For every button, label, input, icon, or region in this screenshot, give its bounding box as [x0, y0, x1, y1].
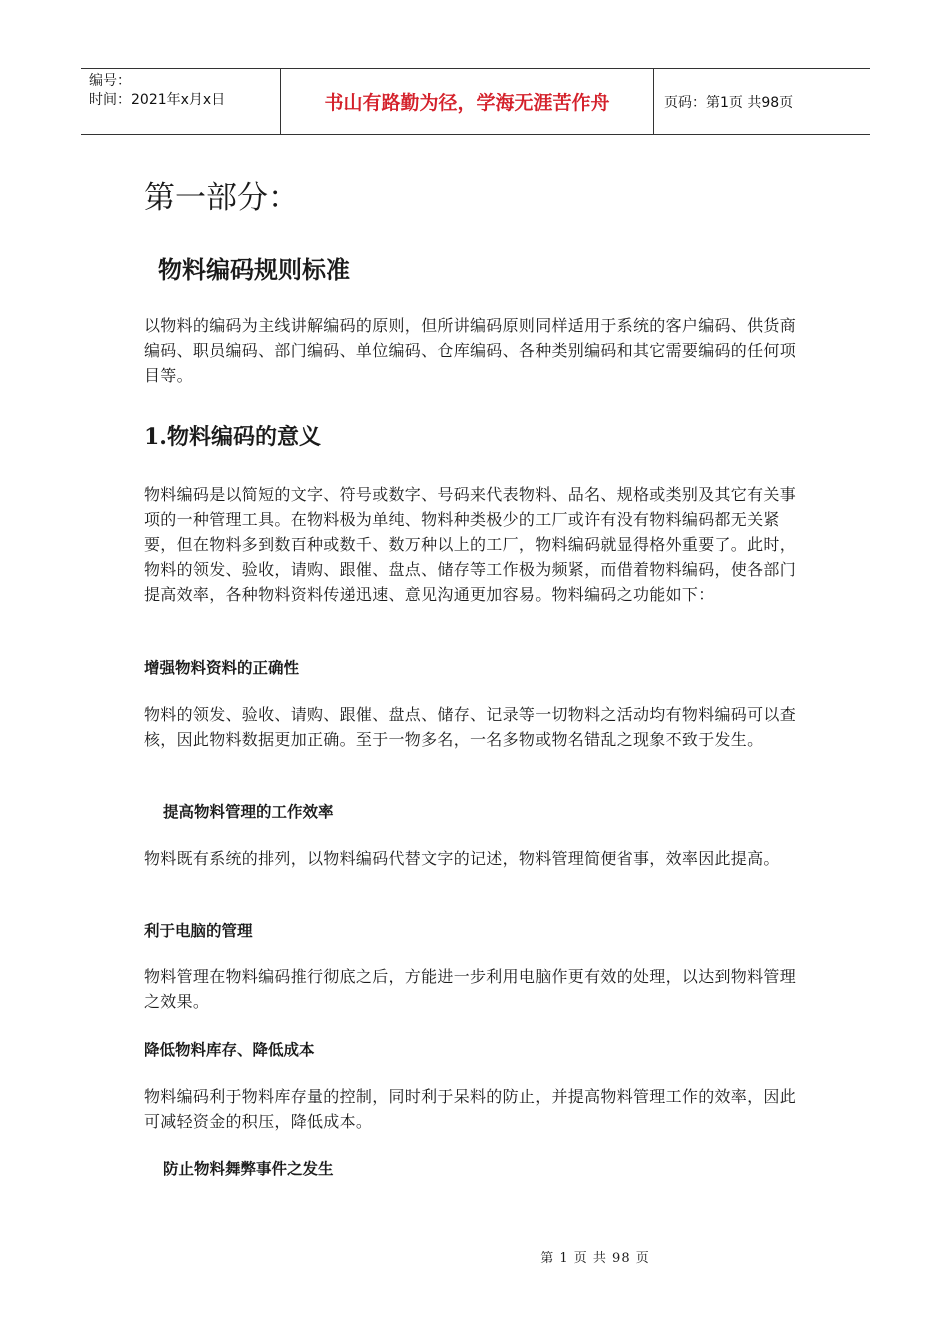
function-title-fraud: 防止物料舞弊事件之发生 — [163, 1160, 334, 1178]
function-body-computer: 物料管理在物料编码推行彻底之后，方能进一步利用电脑作更有效的处理，以达到物料管理之效果。 — [144, 967, 797, 1011]
header-page-info: 页码：第1页 共98页 — [664, 94, 794, 111]
header-meta — [81, 69, 281, 134]
section-title: 1.物料编码的意义 — [144, 424, 321, 450]
main-title: 物料编码规则标准 — [158, 255, 350, 284]
header-motto: 书山有路勤为径，学海无涯苦作舟 — [281, 69, 654, 134]
time-label: 时间：2021年x月x日 — [89, 92, 226, 108]
page-header — [81, 68, 870, 135]
section-body: 物料编码是以简短的文字、符号或数字、号码来代表物料、品名、规格或类别及其它有关事项的一种管理工具。在物料极为单纯、物料种类极少的工厂或许有没有物料编码都无关紧要，但在物料多到数百种或数千、数万种以上的工厂，物料编码就显得格外重要了。此时，物料的领发、验收，请购、跟催、盘点、储存等工作极为频紧，而借着物料编码，使各部门提高效率，各种物料资料传递迅速、意见沟通更加容易。物料编码之功能如下： — [144, 485, 797, 604]
function-body-cost: 物料编码利于物料库存量的控制，同时利于呆料的防止，并提高物料管理工作的效率，因此可减轻资金的积压，降低成本。 — [144, 1087, 797, 1131]
function-title-cost: 降低物料库存、降低成本 — [144, 1041, 315, 1059]
function-body-efficiency: 物料既有系统的排列，以物料编码代替文字的记述，物料管理简便省事，效率因此提高。 — [144, 849, 780, 868]
number-label: 编号： — [89, 73, 131, 89]
function-title-computer: 利于电脑的管理 — [144, 922, 253, 940]
function-title-efficiency: 提高物料管理的工作效率 — [163, 803, 334, 821]
page-footer: 第 1 页 共 98 页 — [540, 1251, 650, 1266]
function-body-accuracy: 物料的领发、验收、请购、跟催、盘点、储存、记录等一切物料之活动均有物料编码可以查核，因此物料数据更加正确。至于一物多名，一名多物或物名错乱之现象不致于发生。 — [144, 705, 797, 749]
intro-paragraph: 以物料的编码为主线讲解编码的原则，但所讲编码原则同样适用于系统的客户编码、供货商编码、职员编码、部门编码、单位编码、仓库编码、各种类别编码和其它需要编码的任何项目等。 — [144, 316, 797, 385]
part-title: 第一部分： — [144, 180, 299, 216]
function-title-accuracy: 增强物料资料的正确性 — [144, 659, 300, 677]
